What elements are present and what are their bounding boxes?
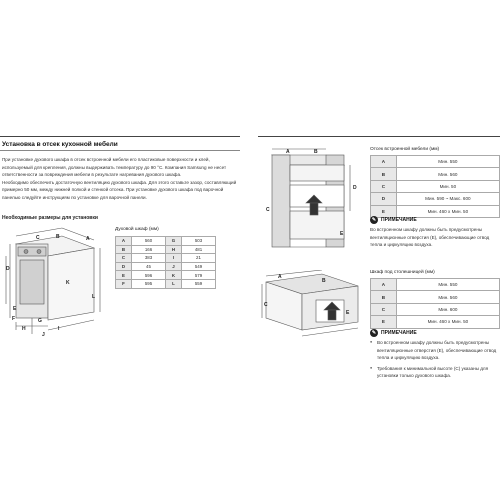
note-2-title: ПРИМЕЧАНИЕ (381, 330, 417, 336)
cabinet-label-e: E (340, 231, 344, 237)
table-key: E (371, 316, 397, 328)
diagram-label-l: L (92, 294, 96, 300)
worktop-label-e: E (346, 310, 350, 316)
note-line: вентиляционные отверстия (E), обеспечивающие отвод (370, 234, 490, 240)
table-value: Мин. 460 x Мин. 50 (396, 205, 499, 217)
table-row (371, 156, 500, 168)
note-icon: ✎ (371, 330, 377, 336)
oven-table-caption: Духовой шкаф (мм) (115, 227, 159, 232)
table-key: B (371, 291, 397, 303)
table-row (371, 168, 500, 180)
table-key: A (116, 237, 132, 246)
note-line: установки только духового шкафа. (377, 373, 452, 379)
table-row (116, 271, 216, 280)
table-value: 21 (182, 254, 216, 263)
table-key: L (166, 279, 182, 288)
table-key: C (116, 254, 132, 263)
oven-dimension-diagram (2, 226, 106, 340)
worktop-table-caption: Шкаф под столешницей (мм) (370, 270, 435, 275)
table-value: 383 (132, 254, 166, 263)
table-value: 481 (182, 245, 216, 254)
cabinet-table (370, 155, 500, 218)
diagram-label-h: H (22, 326, 26, 332)
table-value: Мин. 550 (396, 279, 499, 291)
note-1-heading (370, 216, 500, 224)
note-line: ● Требования к минимальной высоте (C) указаны для (377, 365, 489, 371)
table-key: D (116, 262, 132, 271)
table-key: B (371, 168, 397, 180)
table-key: H (166, 245, 182, 254)
worktop-label-c: C (264, 302, 268, 308)
worktop-label-b: B (322, 278, 326, 284)
table-value: 579 (182, 271, 216, 280)
table-value: Мин. 460 x Мин. 50 (396, 316, 499, 328)
section-title: Установка в отсек кухонной мебели (2, 141, 118, 148)
diagram-label-f: F (12, 316, 16, 322)
worktop-label-a: A (278, 274, 282, 280)
left-title-rule (0, 150, 240, 151)
note-1 (370, 216, 500, 249)
table-row (116, 254, 216, 263)
intro-line: используемый для крепления, должны выдерживать температуру до 90 °С. Компания Samsung не несет (2, 164, 227, 170)
table-value: Мин. 590 ~ Макс. 600 (396, 193, 499, 205)
note-2-heading (370, 329, 500, 337)
table-row (116, 279, 216, 288)
note-2 (370, 329, 500, 380)
table-row (371, 291, 500, 303)
dimensions-title: Необходимые размеры для установки (2, 215, 98, 221)
intro-line: Необходимо обеспечить достаточную вентиляцию духового шкафа. Для этого оставьте зазор, составляющий (2, 179, 237, 185)
table-key: I (166, 254, 182, 263)
diagram-label-b: B (56, 234, 60, 240)
table-row (371, 193, 500, 205)
note-line: тепла и циркуляцию воздуха. (377, 355, 440, 361)
note-line: ● Во встроенном шкафу должны быть предусмотрены (377, 340, 490, 345)
table-row (371, 279, 500, 291)
intro-text (2, 156, 242, 202)
note-line: вентиляционные отверстия (E), обеспечивающие отвод (377, 347, 497, 353)
note-line: тепла и циркуляцию воздуха. (370, 242, 433, 248)
table-value: Мин. 560 (396, 291, 499, 303)
cabinet-label-a: A (286, 149, 290, 155)
diagram-label-a: A (86, 236, 90, 242)
table-key: A (371, 279, 397, 291)
diagram-label-e: E (13, 306, 17, 312)
table-key: G (166, 237, 182, 246)
table-key: K (166, 271, 182, 280)
table-key: F (116, 279, 132, 288)
table-value: 596 (132, 271, 166, 280)
table-value: 503 (182, 237, 216, 246)
cabinet-label-c: C (266, 207, 270, 213)
right-top-rule (258, 136, 500, 137)
table-value: 166 (132, 245, 166, 254)
left-top-rule (0, 136, 240, 137)
table-value: 45 (132, 262, 166, 271)
cabinet-diagram (260, 145, 364, 253)
table-key: A (371, 156, 397, 168)
table-row (371, 316, 500, 328)
intro-line: примерно 50 мм, между нижней полкой и стенкой отсека. При установке духового шкафа под варочной (2, 187, 224, 193)
note-1-text (370, 226, 500, 249)
note-line: Во встроенном шкафу должны быть предусмотрены (370, 227, 483, 232)
note-2-bullet-1 (370, 339, 500, 362)
note-icon: ✎ (371, 217, 377, 223)
diagram-label-k: K (66, 280, 70, 286)
worktop-table (370, 278, 500, 329)
table-value: 559 (182, 279, 216, 288)
diagram-label-d: D (6, 266, 10, 272)
table-value: Мин. 600 (396, 303, 499, 315)
cabinet-label-b: B (314, 149, 318, 155)
table-key: E (371, 205, 397, 217)
diagram-label-i: I (58, 326, 60, 332)
table-key: D (371, 193, 397, 205)
table-value: Мин. 550 (396, 156, 499, 168)
intro-line: ответственности за повреждения мебели в результате нагревания духового шкафа. (2, 172, 182, 178)
table-value: Мин. 560 (396, 168, 499, 180)
diagram-label-c: C (36, 235, 40, 241)
table-value: 560 (132, 237, 166, 246)
cabinet-label-d: D (353, 185, 357, 191)
table-row (116, 262, 216, 271)
table-row (371, 180, 500, 192)
diagram-label-j: J (42, 332, 45, 338)
oven-dimensions-table (115, 236, 216, 289)
note-1-title: ПРИМЕЧАНИЕ (381, 217, 417, 223)
table-value: 549 (182, 262, 216, 271)
intro-line: панелью следуйте инструкциям по установке для варочной панели. (2, 194, 147, 200)
table-row (371, 303, 500, 315)
diagram-label-g: G (38, 318, 42, 324)
note-2-bullet-2 (370, 365, 500, 380)
table-row (116, 237, 216, 246)
table-value: 595 (132, 279, 166, 288)
table-value: Мин. 50 (396, 180, 499, 192)
table-key: C (371, 180, 397, 192)
table-key: J (166, 262, 182, 271)
table-key: C (371, 303, 397, 315)
cabinet-table-caption: Отсек встроенной мебели (мм) (370, 147, 440, 152)
worktop-diagram (260, 270, 364, 350)
table-key: E (116, 271, 132, 280)
intro-line: При установке духового шкафа в отсек встроенной мебели его пластиковые поверхности и клей, (2, 157, 210, 162)
table-row (116, 245, 216, 254)
table-key: B (116, 245, 132, 254)
